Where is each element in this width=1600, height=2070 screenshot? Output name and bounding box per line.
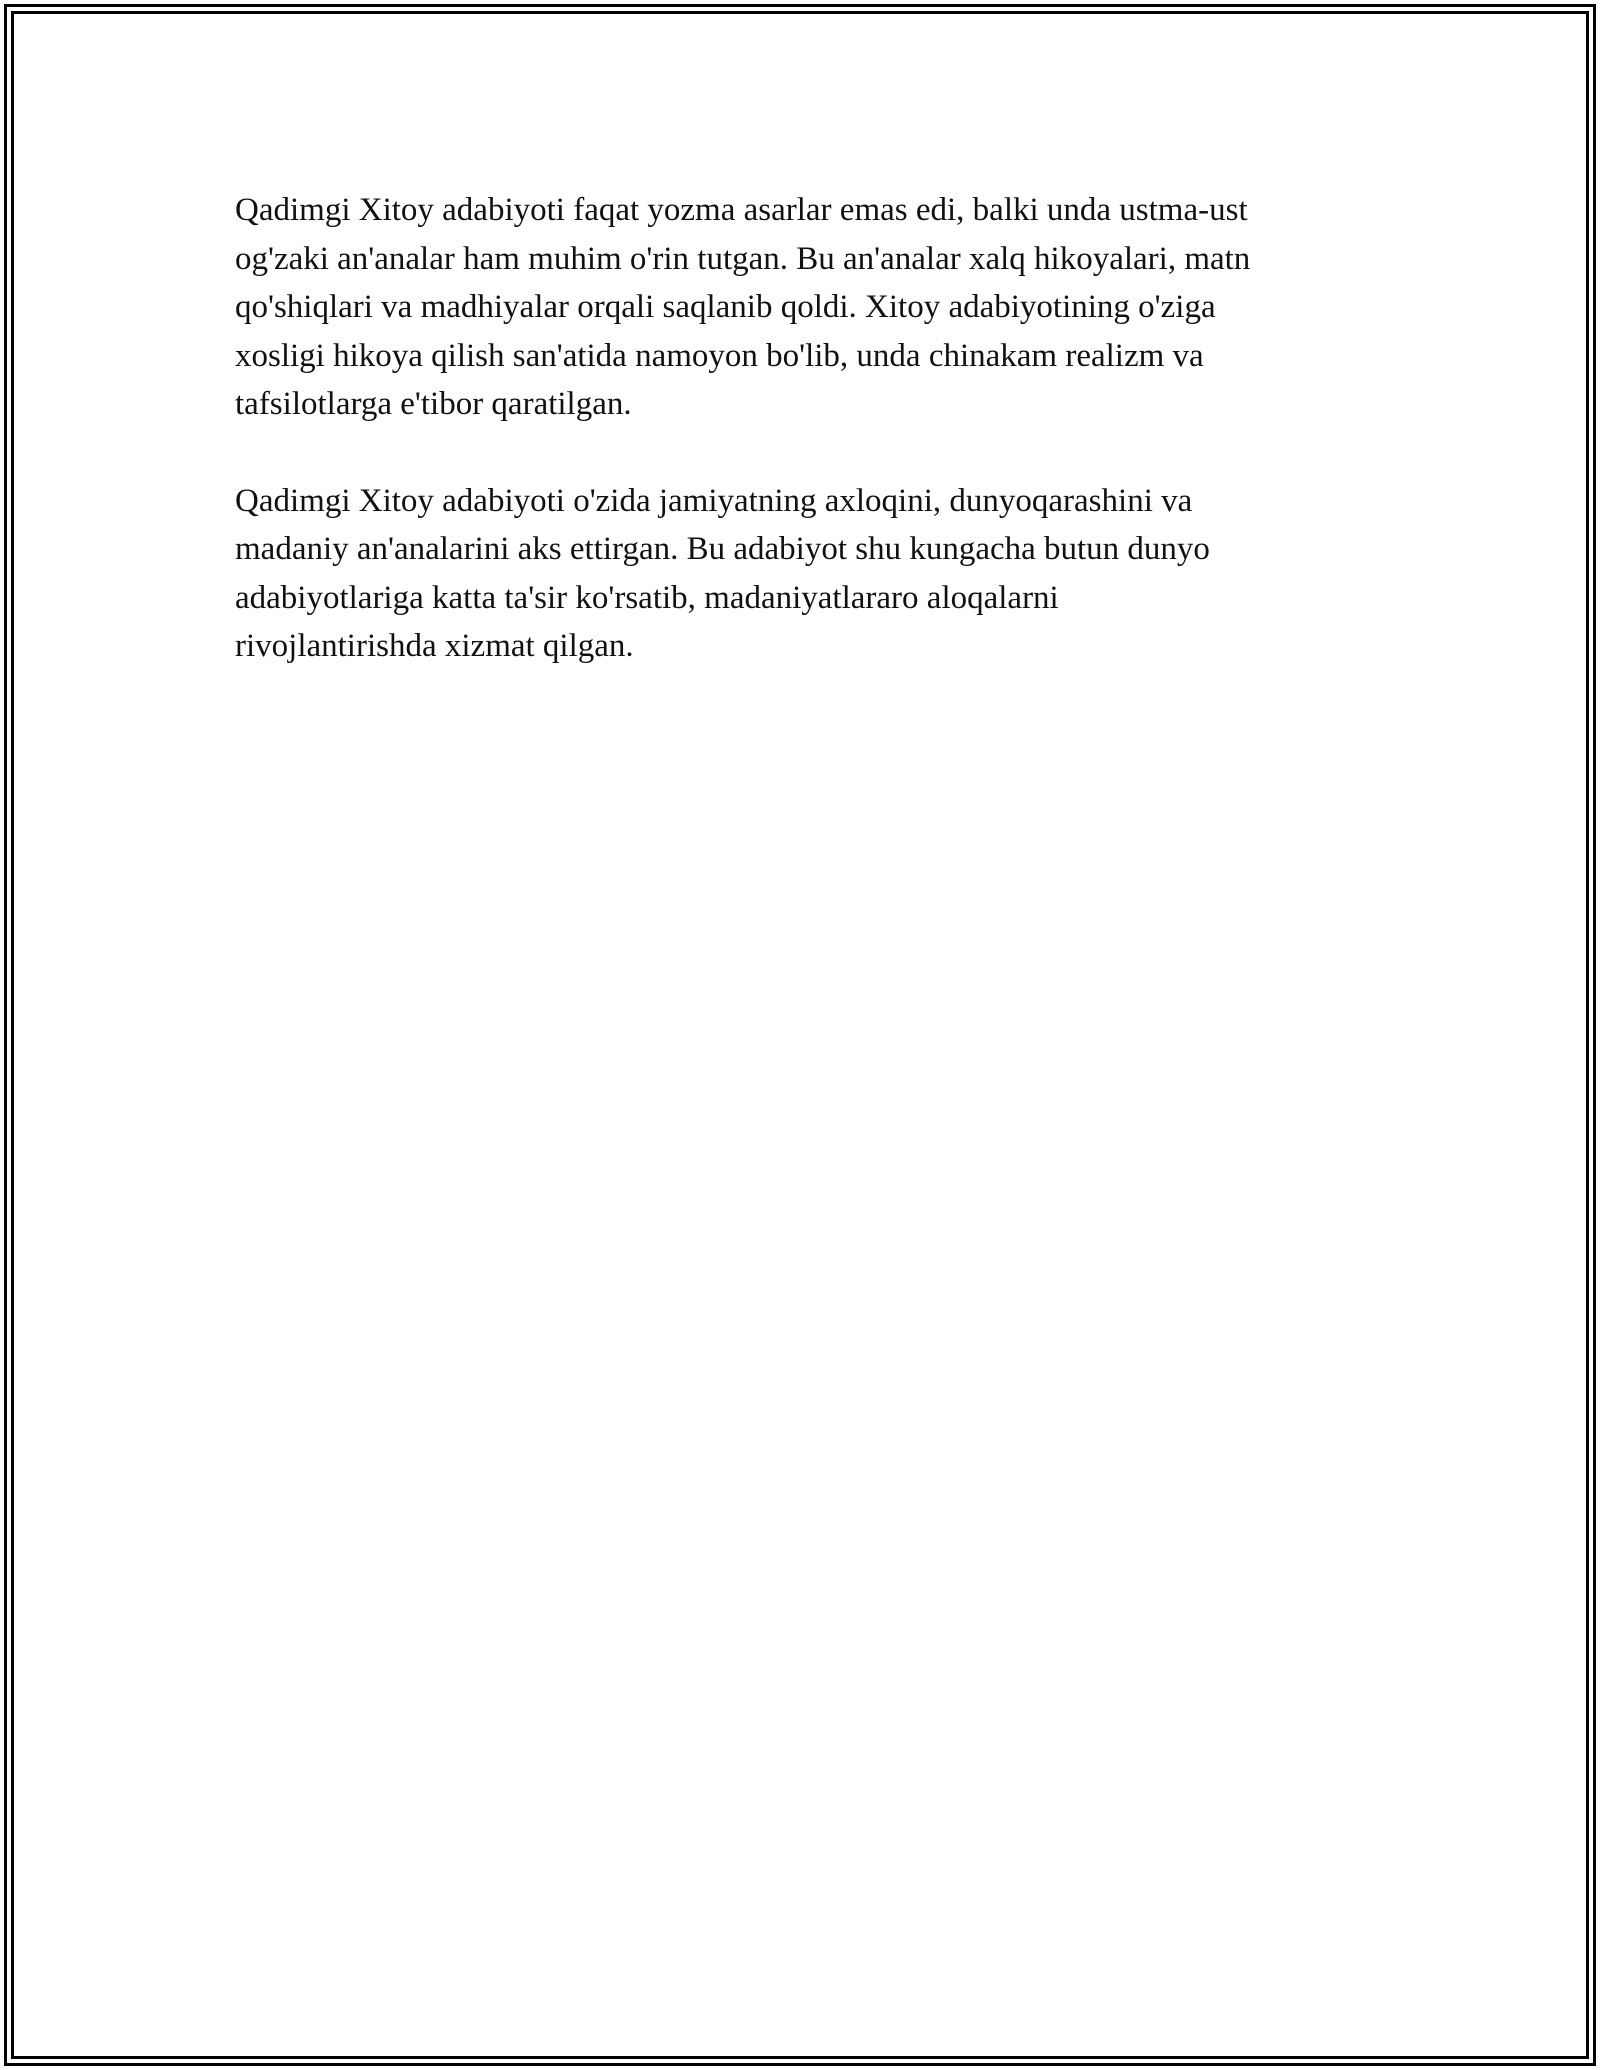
paragraph-line: xosligi hikoya qilish san'atida namoyon bo'lib, unda chinakam realizm va xyxy=(235,337,1204,374)
paragraph-2 xyxy=(235,477,1385,671)
paragraph-line: rivojlantirishda xizmat qilgan. xyxy=(235,628,634,664)
paragraph-line: Qadimgi Xitoy adabiyoti o'zida jamiyatning axloqini, dunyoqarashini va xyxy=(235,482,1193,519)
paragraph-line: madaniy an'analarini aks ettirgan. Bu adabiyot shu kungacha butun dunyo xyxy=(235,531,1210,567)
paragraph-line: og'zaki an'analar ham muhim o'rin tutgan. Bu an'analar xalq hikoyalari, matn xyxy=(235,240,1251,277)
paragraph-line: Qadimgi Xitoy adabiyoti faqat yozma asarlar emas edi, balki unda ustma-ust xyxy=(235,192,1248,228)
paragraph-line: tafsilotlarga e'tibor qaratilgan. xyxy=(235,386,632,422)
paragraph-1 xyxy=(235,186,1385,429)
document-body xyxy=(235,186,1385,719)
paragraph-line: qo'shiqlari va madhiyalar orqali saqlanib qoldi. Xitoy adabiyotining o'ziga xyxy=(235,289,1216,325)
paragraph-line: adabiyotlariga katta ta'sir ko'rsatib, madaniyatlararo aloqalarni xyxy=(235,579,1059,616)
